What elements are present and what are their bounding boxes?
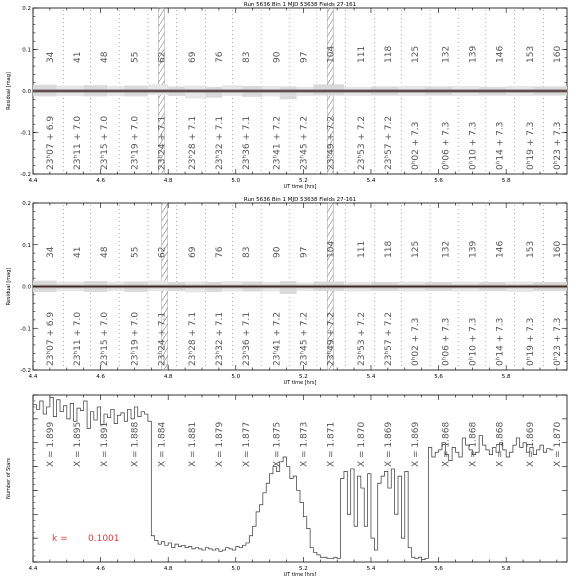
field-number: 62 [157, 51, 168, 63]
airmass-label: X = 1.879 [214, 421, 225, 467]
field-number: 69 [187, 51, 198, 63]
y-tick-label: 0.2 [22, 201, 31, 207]
x-tick-label: 5.0 [231, 566, 241, 572]
field-coord: 23ʰ11 + 7.0 [72, 311, 83, 366]
field-coord: 23ʰ24 + 7.1 [157, 311, 168, 366]
field-coord: 23ʰ19 + 7.0 [130, 311, 141, 366]
y-axis-label: Number of Stars [6, 458, 12, 499]
airmass-label: X = 1.891 [99, 421, 110, 467]
field-number: 111 [356, 240, 367, 258]
airmass-label: X = 1.873 [299, 421, 310, 467]
y-tick-label: -0.1 [20, 130, 31, 137]
field-number: 34 [45, 246, 56, 258]
field-coord: 0ʰ19 + 7.3 [525, 317, 536, 366]
field-number: 153 [525, 240, 536, 258]
field-coord: 23ʰ19 + 7.0 [130, 115, 141, 170]
y-tick-label: 0.0 [22, 89, 31, 95]
y-tick-label: 0.2 [22, 6, 31, 12]
airmass-label: X = 1.868 [441, 421, 452, 467]
x-tick-label: 5.4 [366, 374, 376, 380]
field-coord: 23ʰ41 + 7.2 [272, 115, 283, 170]
airmass-label: X = 1.884 [157, 421, 168, 467]
x-tick-label: 4.8 [163, 374, 173, 380]
field-coord: 23ʰ07 + 6.9 [45, 115, 56, 170]
field-coord: 0ʰ23 + 7.3 [552, 121, 563, 170]
field-coord: 23ʰ28 + 7.1 [187, 115, 198, 170]
field-coord: 0ʰ06 + 7.3 [441, 317, 452, 366]
field-coord: 23ʰ57 + 7.2 [383, 311, 394, 366]
field-coord: 23ʰ36 + 7.1 [241, 311, 252, 366]
field-coord: 0ʰ10 + 7.3 [468, 317, 479, 366]
field-number: 146 [495, 45, 506, 63]
x-axis-label: UT time [hrs] [283, 184, 317, 190]
field-coord: 23ʰ36 + 7.1 [241, 115, 252, 170]
field-number: 48 [99, 51, 110, 63]
field-coord: 23ʰ07 + 6.9 [45, 311, 56, 366]
field-coord: 23ʰ53 + 7.2 [356, 115, 367, 170]
field-number: 62 [157, 246, 168, 258]
field-number: 83 [241, 51, 252, 63]
chart-title: Run 5636 Bin 1 MJD 53638 Fields 27-161 [243, 2, 357, 8]
field-number: 125 [410, 240, 421, 258]
field-number: 139 [468, 240, 479, 258]
field-number: 132 [441, 45, 452, 63]
airmass-label: X = 1.869 [525, 421, 536, 467]
field-coord: 23ʰ32 + 7.1 [214, 311, 225, 366]
field-coord: 0ʰ02 + 7.3 [410, 317, 421, 366]
airmass-label: X = 1.868 [468, 421, 479, 467]
x-tick-label: 5.6 [434, 178, 443, 184]
x-tick-label: 5.2 [299, 374, 308, 380]
field-number: 69 [187, 246, 198, 258]
x-tick-label: 4.8 [163, 566, 173, 572]
field-coord: 0ʰ14 + 7.3 [495, 121, 506, 170]
airmass-label: X = 1.888 [130, 421, 141, 467]
x-axis-label: UT time [hrs] [283, 380, 317, 386]
field-coord: 23ʰ41 + 7.2 [272, 311, 283, 366]
x-tick-label: 5.6 [434, 374, 443, 380]
field-coord: 0ʰ19 + 7.3 [525, 121, 536, 170]
x-tick-label: 5.6 [434, 566, 443, 572]
airmass-label: X = 1.871 [326, 421, 337, 467]
x-tick-label: 4.8 [163, 178, 173, 184]
x-tick-label: 4.6 [96, 566, 105, 572]
field-coord: 23ʰ15 + 7.0 [99, 115, 110, 170]
field-number: 48 [99, 246, 110, 258]
field-number: 76 [214, 246, 225, 258]
x-tick-label: 5.0 [231, 178, 241, 184]
field-number: 55 [130, 51, 141, 63]
y-axis-label: Residual [mag] [6, 267, 12, 306]
x-tick-label: 5.0 [231, 374, 241, 380]
x-tick-label: 4.6 [96, 178, 105, 184]
field-number: 153 [525, 45, 536, 63]
x-tick-label: 5.8 [501, 566, 511, 572]
field-coord: 0ʰ06 + 7.3 [441, 121, 452, 170]
x-tick-label: 5.8 [501, 178, 511, 184]
field-number: 104 [326, 45, 337, 63]
k-value: 0.1001 [88, 534, 120, 544]
field-number: 111 [356, 45, 367, 63]
field-coord: 23ʰ32 + 7.1 [214, 115, 225, 170]
field-number: 104 [326, 240, 337, 258]
y-tick-label: 0.0 [22, 284, 31, 291]
x-axis-label: UT time [hrs] [283, 572, 317, 576]
field-number: 118 [383, 240, 394, 258]
x-tick-label: 4.4 [28, 374, 38, 380]
field-coord: 0ʰ14 + 7.3 [495, 317, 506, 366]
field-number: 83 [241, 246, 252, 258]
chart-title: Run 5636 Bin 1 MJD 53638 Fields 27-161 [243, 197, 357, 203]
x-tick-label: 4.4 [28, 566, 38, 572]
y-axis-label: Residual [mag] [6, 72, 12, 110]
y-tick-label: -0.2 [20, 368, 31, 374]
field-coord: 23ʰ24 + 7.1 [157, 115, 168, 170]
x-tick-label: 4.4 [28, 178, 38, 184]
airmass-label: X = 1.868 [495, 421, 506, 467]
field-number: 160 [552, 240, 563, 258]
field-number: 139 [468, 45, 479, 63]
field-number: 41 [72, 246, 83, 258]
airmass-label: X = 1.881 [187, 421, 198, 467]
residual-band [280, 86, 297, 99]
field-coord: 0ʰ10 + 7.3 [468, 121, 479, 170]
field-number: 160 [552, 45, 563, 63]
field-coord: 23ʰ28 + 7.1 [187, 311, 198, 366]
y-tick-label: -0.2 [20, 172, 31, 178]
x-tick-label: 5.8 [501, 374, 511, 380]
field-coord: 23ʰ57 + 7.2 [383, 115, 394, 170]
field-coord: 23ʰ49 + 7.2 [326, 311, 337, 366]
airmass-label: X = 1.869 [410, 421, 421, 467]
field-coord: 23ʰ11 + 7.0 [72, 115, 83, 170]
field-number: 76 [214, 51, 225, 63]
x-tick-label: 5.2 [299, 178, 308, 184]
field-number: 34 [45, 51, 56, 63]
field-number: 41 [72, 51, 83, 63]
x-tick-label: 4.6 [96, 374, 105, 380]
field-number: 90 [272, 246, 283, 258]
airmass-label: X = 1.895 [72, 421, 83, 467]
airmass-label: X = 1.870 [356, 421, 367, 467]
field-coord: 0ʰ23 + 7.3 [552, 317, 563, 366]
field-number: 118 [383, 45, 394, 63]
airmass-label: X = 1.870 [552, 421, 563, 467]
field-number: 97 [299, 51, 310, 63]
x-tick-label: 5.4 [366, 566, 376, 572]
y-tick-label: -0.1 [20, 326, 31, 333]
field-coord: 23ʰ45 + 7.2 [299, 311, 310, 366]
k-label: k = [52, 534, 68, 544]
x-tick-label: 5.2 [299, 566, 308, 572]
airmass-label: X = 1.875 [272, 421, 283, 467]
field-coord: 23ʰ45 + 7.2 [299, 115, 310, 170]
field-number: 90 [272, 51, 283, 63]
x-tick-label: 5.4 [366, 178, 376, 184]
field-number: 132 [441, 240, 452, 258]
field-coord: 23ʰ15 + 7.0 [99, 311, 110, 366]
field-number: 55 [130, 246, 141, 258]
field-number: 146 [495, 240, 506, 258]
field-number: 97 [299, 246, 310, 258]
y-tick-label: 0.1 [22, 242, 31, 249]
field-coord: 23ʰ49 + 7.2 [326, 115, 337, 170]
airmass-label: X = 1.877 [241, 421, 252, 467]
airmass-label: X = 1.899 [45, 421, 56, 467]
airmass-label: X = 1.869 [383, 421, 394, 467]
y-tick-label: 0.1 [22, 47, 31, 54]
field-coord: 23ʰ53 + 7.2 [356, 311, 367, 366]
field-coord: 0ʰ02 + 7.3 [410, 121, 421, 170]
field-number: 125 [410, 45, 421, 63]
